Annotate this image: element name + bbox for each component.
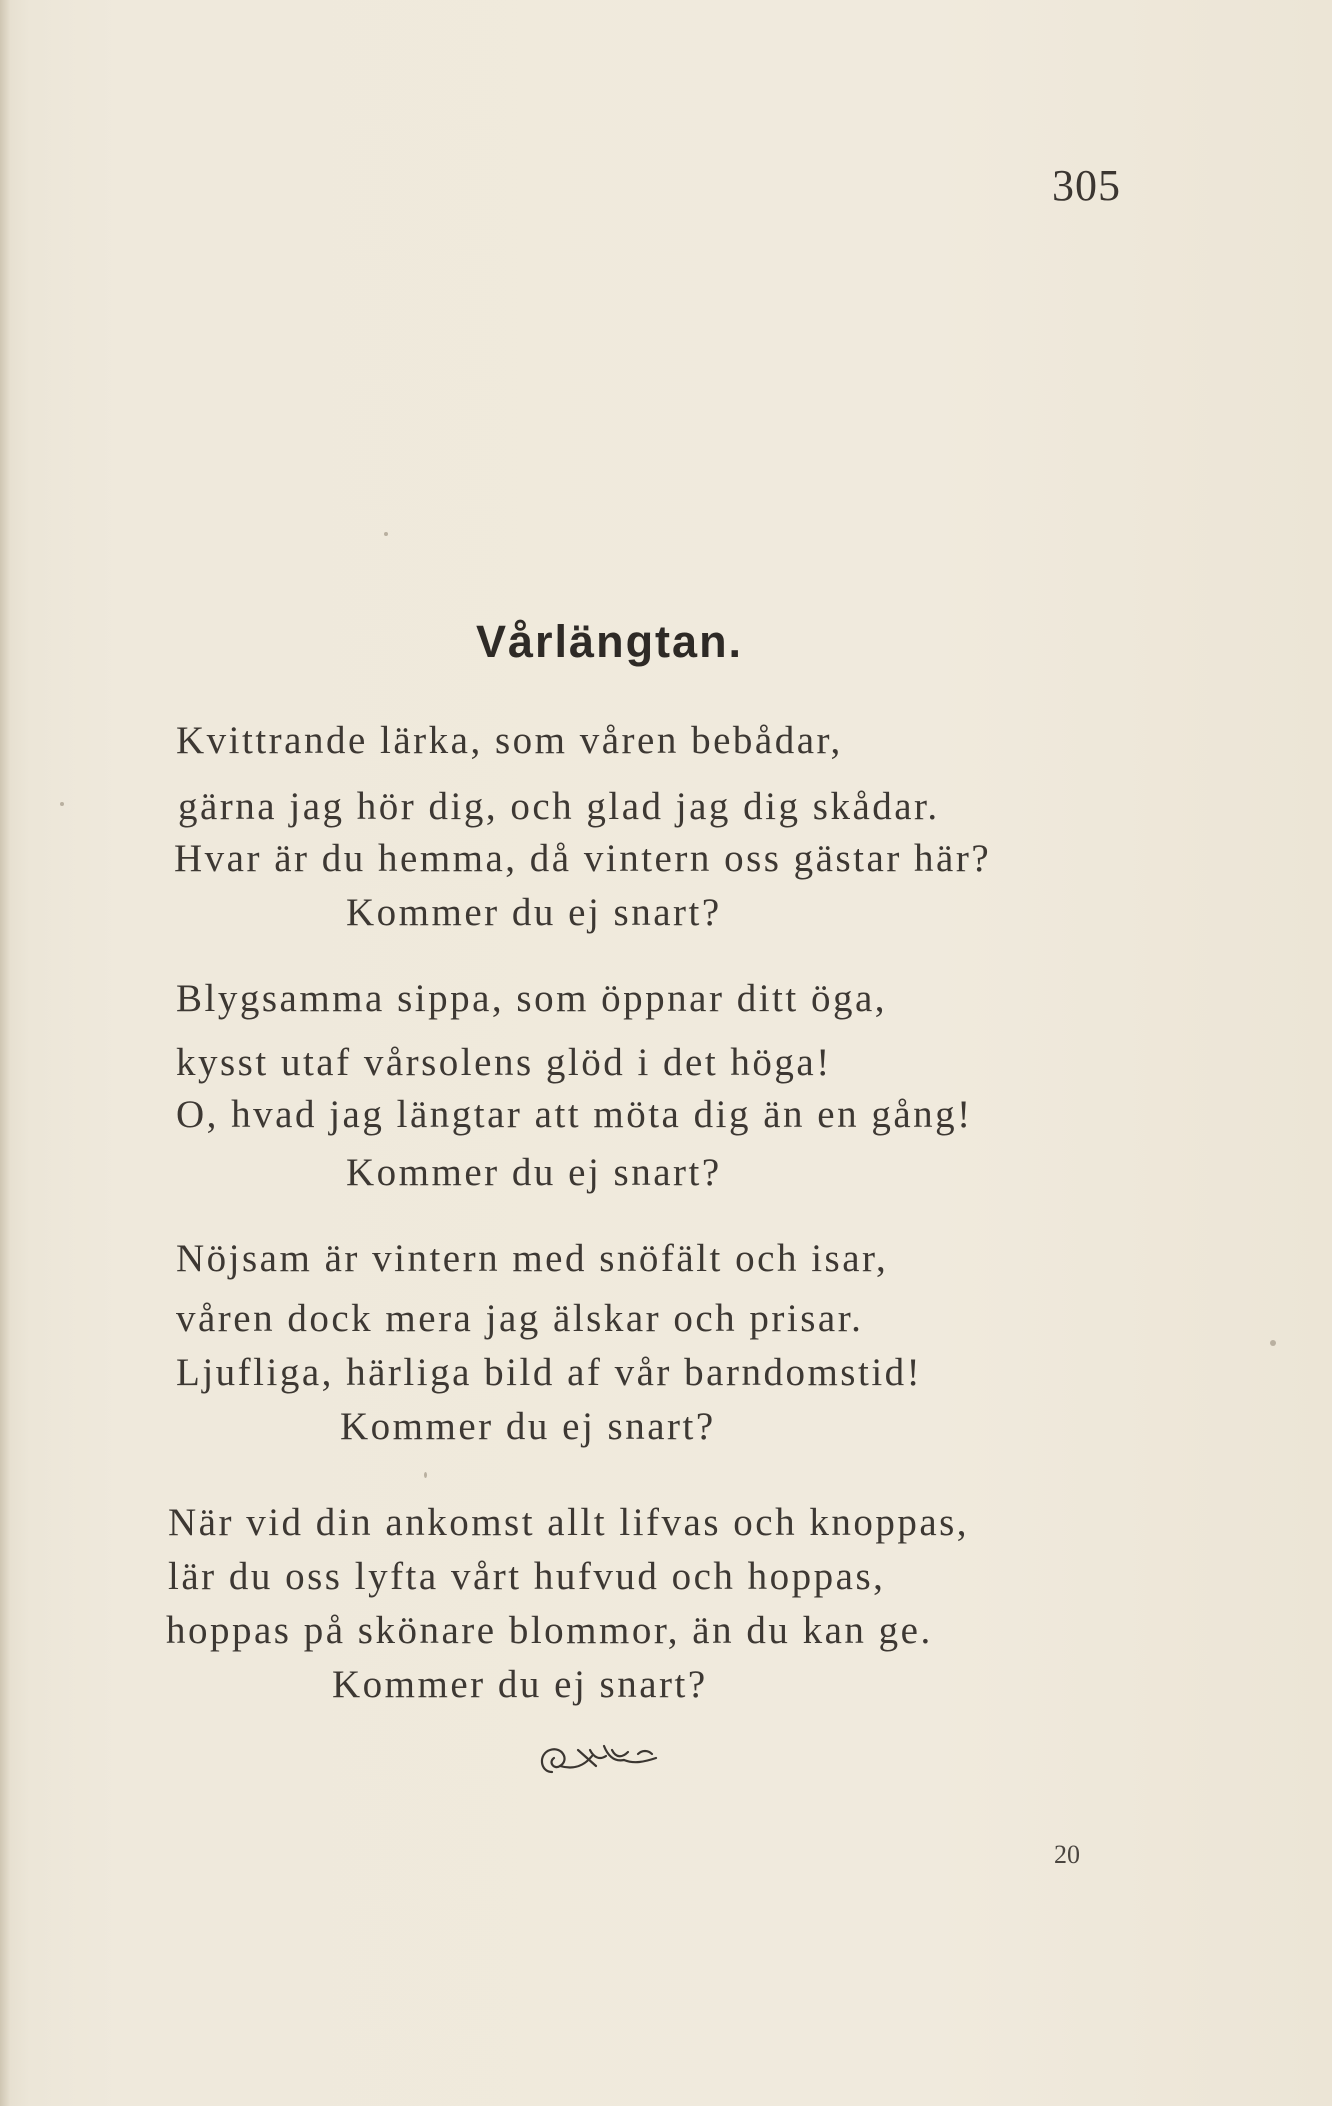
poem-line: lär du oss lyfta vårt hufvud och hoppas, (168, 1555, 886, 1598)
poem-refrain: Kommer du ej snart? (346, 1151, 722, 1194)
flourish-ornament-icon (534, 1732, 684, 1784)
paper-speck (60, 802, 64, 806)
poem-line: kysst utaf vårsolens glöd i det höga! (176, 1041, 832, 1084)
poem-line: När vid din ankomst allt lifvas och knoppas, (168, 1501, 970, 1544)
poem-line: våren dock mera jag älskar och prisar. (176, 1297, 864, 1340)
poem-refrain: Kommer du ej snart? (332, 1663, 708, 1706)
page-number: 305 (1052, 161, 1121, 210)
poem-line: Blygsamma sippa, som öppnar ditt öga, (176, 977, 888, 1020)
paper-speck (424, 1472, 427, 1478)
paper-speck (1270, 1340, 1276, 1346)
poem-line: Nöjsam är vintern med snöfält och isar, (176, 1237, 889, 1280)
poem-title: Vårlängtan. (476, 616, 744, 667)
poem-line: gärna jag hör dig, och glad jag dig skådar. (178, 785, 940, 828)
printer-signature: 20 (1054, 1840, 1080, 1869)
poem-line: Kvittrande lärka, som våren bebådar, (176, 719, 843, 762)
page-edge (0, 0, 10, 2106)
poem-line: Hvar är du hemma, då vintern oss gästar här? (174, 837, 992, 880)
paper-speck (384, 532, 388, 536)
poem-line: O, hvad jag längtar att möta dig än en gång! (176, 1093, 973, 1136)
poem-line: Ljufliga, härliga bild af vår barndomstid! (176, 1351, 923, 1394)
poem-refrain: Kommer du ej snart? (340, 1405, 716, 1448)
poem-refrain: Kommer du ej snart? (346, 891, 722, 934)
poem-line: hoppas på skönare blommor, än du kan ge. (166, 1609, 933, 1652)
